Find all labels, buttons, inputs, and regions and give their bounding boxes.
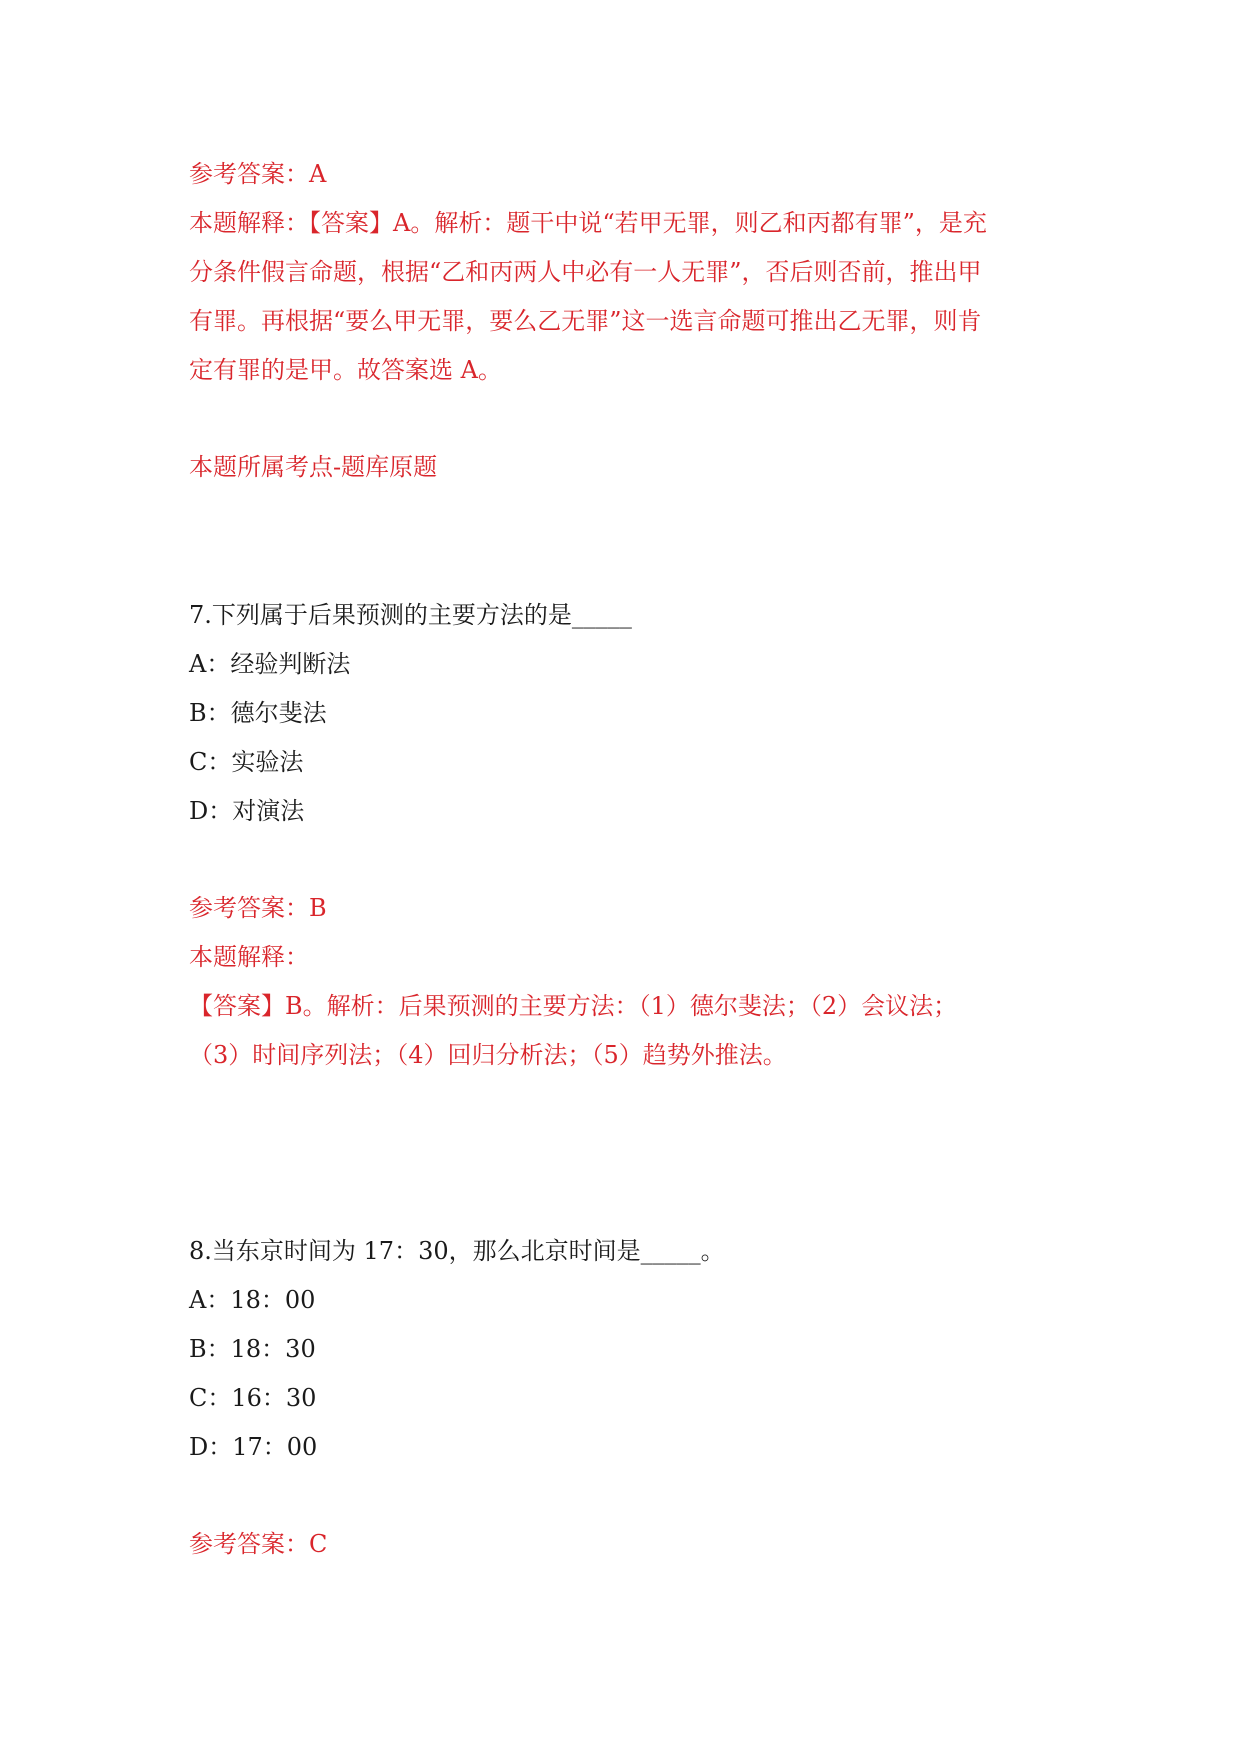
explanation-line: 【答案】B。解析：后果预测的主要方法：（1）德尔斐法；（2）会议法；	[189, 992, 958, 1020]
option-d: D：17：00	[189, 1433, 318, 1461]
option-d: D：对演法	[189, 797, 305, 825]
option-b: B：18：30	[189, 1335, 316, 1363]
explanation-line: 有罪。再根据“要么甲无罪，要么乙无罪”这一选言命题可推出乙无罪，则肯	[189, 307, 982, 335]
explanation-line: （3）时间序列法；（4）回归分析法；（5）趋势外推法。	[189, 1041, 787, 1069]
question-text: 8.当东京时间为 17：30，那么北京时间是_____。	[189, 1237, 725, 1265]
question-text: 7.下列属于后果预测的主要方法的是_____	[189, 601, 632, 629]
option-c: C：实验法	[189, 748, 304, 776]
explanation-line: 分条件假言命题，根据“乙和丙两人中必有一人无罪”，否后则否前，推出甲	[189, 258, 982, 286]
option-c: C：16：30	[189, 1384, 317, 1412]
option-b: B：德尔斐法	[189, 699, 327, 727]
explanation-label: 本题解释：	[189, 943, 309, 971]
topic-text: 本题所属考点-题库原题	[189, 453, 438, 481]
explanation-line: 本题解释：【答案】A。解析：题干中说“若甲无罪，则乙和丙都有罪”，是充	[189, 209, 987, 237]
answer-text: 参考答案：C	[189, 1530, 328, 1558]
explanation-line: 定有罪的是甲。故答案选 A。	[189, 356, 502, 384]
answer-text: 参考答案：A	[189, 160, 327, 188]
option-a: A：经验判断法	[189, 650, 351, 678]
option-a: A：18：00	[189, 1286, 316, 1314]
answer-text: 参考答案：B	[189, 894, 327, 922]
